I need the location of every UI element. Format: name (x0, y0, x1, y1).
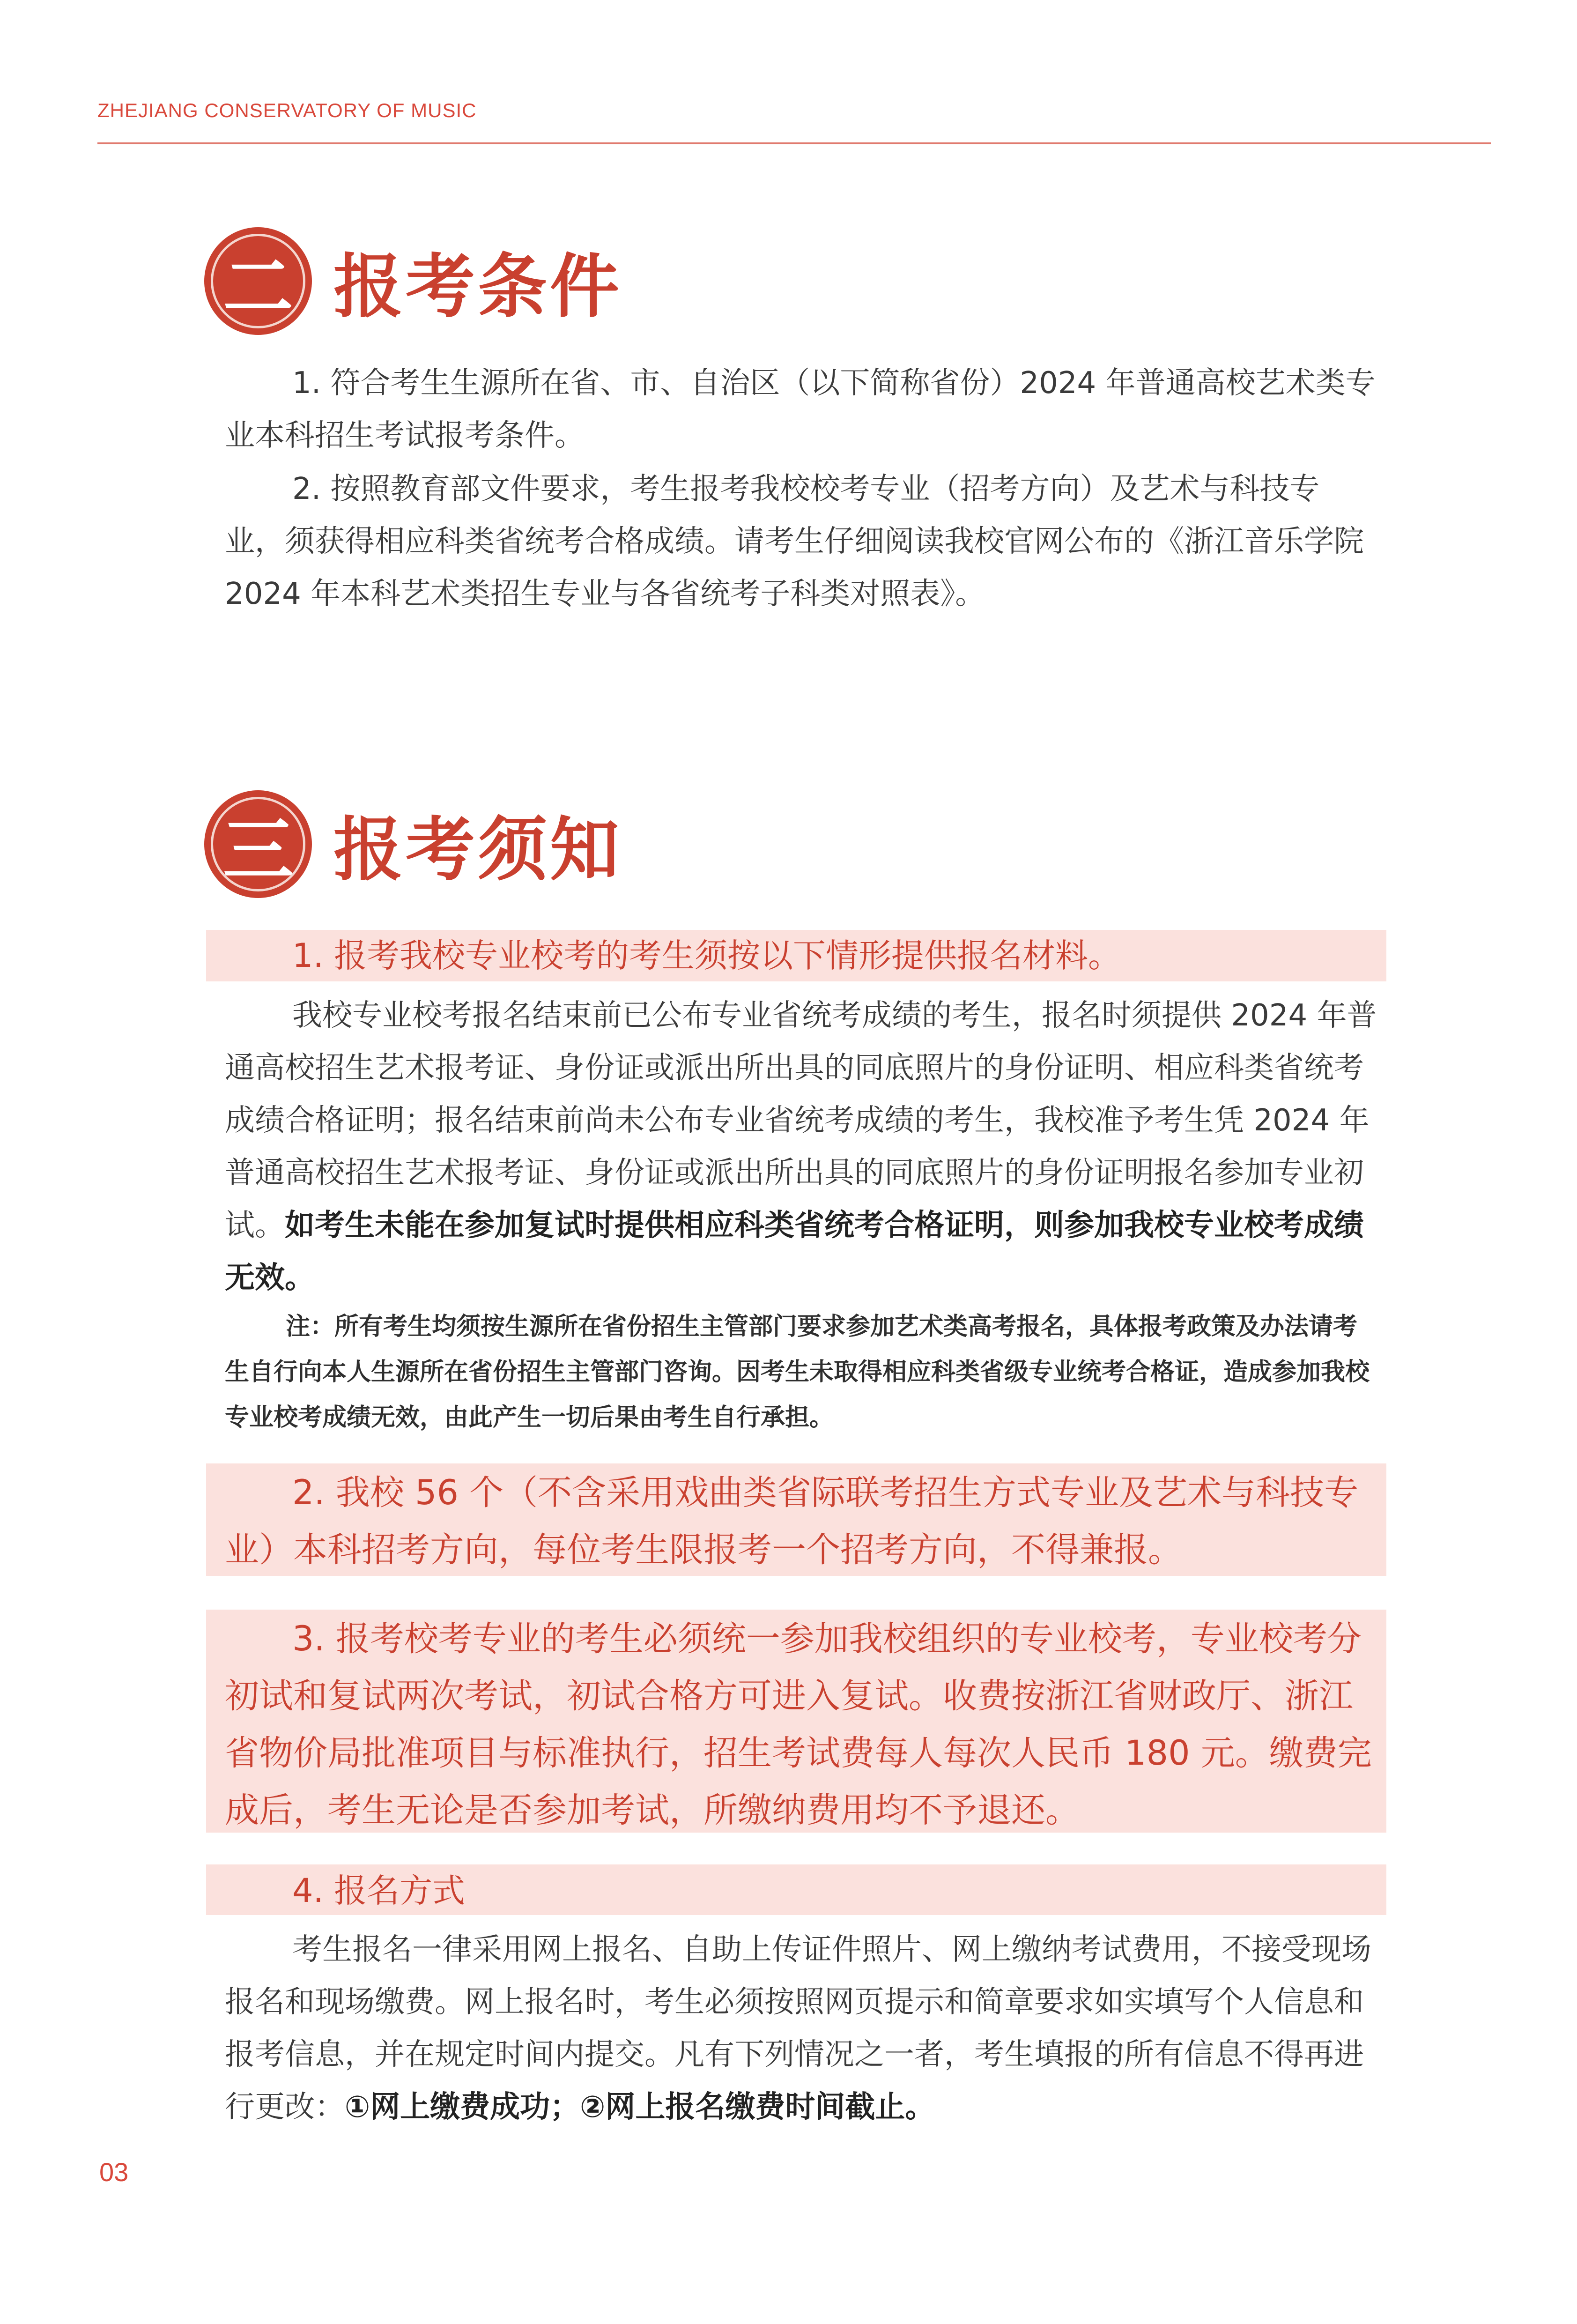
page-number: 03 (99, 2157, 129, 2187)
header-divider (97, 142, 1491, 144)
item4-body-bold: ①网上缴费成功；②网上报名缴费时间截止。 (345, 2090, 935, 2124)
item1-heading: 1. 报考我校专业校考的考生须按以下情形提供报名材料。 (292, 936, 1121, 975)
item1-note: 注：所有考生均须按生源所在省份招生主管部门要求参加艺术类高考报名，具体报考政策及办法请考生自行向本人生源所在省份招生主管部门咨询。因考生未取得相应科类省级专业统考合格证，造成参加我校专业校考成绩无效，由此产生一切后果由考生自行承担。 (225, 1313, 1370, 1432)
item4-heading: 4. 报名方式 (292, 1871, 466, 1910)
section2-heading (204, 220, 622, 342)
section3-title: 报考须知 (333, 809, 622, 890)
section3-heading (204, 783, 622, 905)
item4-body (225, 1923, 1377, 2133)
section2-number-badge (204, 227, 312, 335)
item2-text: 2. 我校 56 个（不含采用戏曲类省际联考招生方式专业及艺术与科技专业）本科招考方向，每位考生限报考一个招考方向，不得兼报。 (225, 1473, 1359, 1570)
section2-paragraph-1: 1. 符合考生生源所在省、市、自治区（以下简称省份）2024 年普通高校艺术类专业本科招生考试报考条件。 (225, 366, 1376, 453)
item3-text: 3. 报考校考专业的考生必须统一参加我校组织的专业校考，专业校考分初试和复试两次考试，初试合格方可进入复试。收费按浙江省财政厅、浙江省物价局批准项目与标准执行，招生考试费每人每次人民币 180 元。缴费完成后，考生无论是否参加考试，所缴纳费用均不予退还。 (225, 1619, 1372, 1830)
item4-body-text: 考生报名一律采用网上报名、自助上传证件照片、网上缴纳考试费用，不接受现场报名和现场缴费。网上报名时，考生必须按照网页提示和简章要求如实填写个人信息和报考信息，并在规定时间内提交。凡有下列情况之一者，考生填报的所有信息不得再进行更改： (225, 1932, 1371, 2124)
section2-paragraph-2: 2. 按照教育部文件要求，考生报考我校校考专业（招考方向）及艺术与科技专业，须获得相应科类省统考合格成绩。请考生仔细阅读我校官网公布的《浙江音乐学院 2024 年本科艺术类招生专业与各省统考子科类对照表》。 (225, 472, 1364, 611)
item1-body-text: 我校专业校考报名结束前已公布专业省统考成绩的考生，报名时须提供 2024 年普通高校招生艺术报考证、身份证或派出所出具的同底照片的身份证明、相应科类省统考成绩合格证明；报名结束前尚未公布专业省统考成绩的考生，我校准予考生凭 2024 年普通高校招生艺术报考证、身份证或派出所出具的同底照片的身份证明报名参加专业初试。 (225, 998, 1377, 1243)
section3-number-badge (204, 790, 312, 898)
section2-number: 二 (222, 246, 293, 328)
section2-title: 报考条件 (333, 245, 622, 327)
item1-body (225, 989, 1377, 1304)
section3-number: 三 (222, 809, 293, 891)
header-school-name: ZHEJIANG CONSERVATORY OF MUSIC (97, 99, 477, 121)
item1-body-bold: 如考生未能在参加复试时提供相应科类省统考合格证明，则参加我校专业校考成绩无效。 (225, 1208, 1364, 1295)
